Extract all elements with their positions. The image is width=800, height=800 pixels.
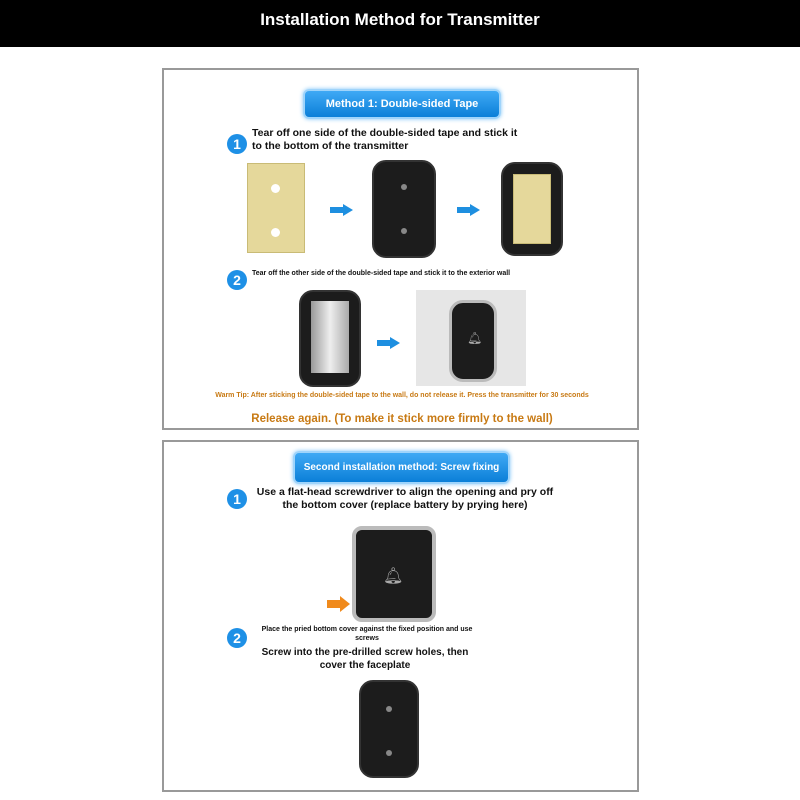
arrow-right-icon	[377, 338, 401, 348]
step2-small-text: Place the pried bottom cover against the fixed position and use screws	[261, 626, 473, 642]
arrow-right-icon	[457, 205, 481, 215]
step2-text: Screw into the pre-drilled screw holes, then cover the faceplate	[261, 647, 469, 671]
step-number-2: 2	[227, 628, 247, 648]
bell-icon: 🔔︎	[383, 568, 404, 585]
bell-icon: 🔔︎	[467, 331, 483, 345]
page-title: Installation Method for Transmitter	[0, 0, 800, 47]
method2-panel	[162, 440, 639, 792]
step-number-2: 2	[227, 270, 247, 290]
wall-mounted-transmitter-image	[416, 290, 526, 386]
release-tip: Release again. (To make it stick more firmly to the wall)	[251, 413, 553, 425]
transmitter-back-image	[372, 160, 436, 258]
tape-image	[247, 163, 305, 253]
transmitter-with-tape-image	[501, 162, 563, 256]
transmitter-tape-silver-image	[299, 290, 361, 387]
step-number-1: 1	[227, 134, 247, 154]
method1-panel	[162, 68, 639, 430]
arrow-right-icon	[330, 205, 354, 215]
step1-text: Use a flat-head screwdriver to align the opening and pry off the bottom cover (replace battery by prying here)	[256, 486, 554, 511]
method2-badge: Second installation method: Screw fixing	[293, 451, 510, 484]
pry-arrow-icon	[327, 600, 341, 608]
transmitter-front-image	[352, 526, 436, 622]
method1-badge: Method 1: Double-sided Tape	[303, 89, 501, 119]
step1-text: Tear off one side of the double-sided tape and stick it to the bottom of the transmitter	[252, 127, 518, 152]
pry-arrow-head-icon	[340, 596, 350, 612]
step2-text: Tear off the other side of the double-sided tape and stick it to the exterior wall	[252, 270, 511, 277]
transmitter-back-image	[359, 680, 419, 778]
warm-tip: Warm Tip: After sticking the double-sided tape to the wall, do not release it. Press the transmitter for 30 seconds	[215, 392, 589, 399]
step-number-1: 1	[227, 489, 247, 509]
